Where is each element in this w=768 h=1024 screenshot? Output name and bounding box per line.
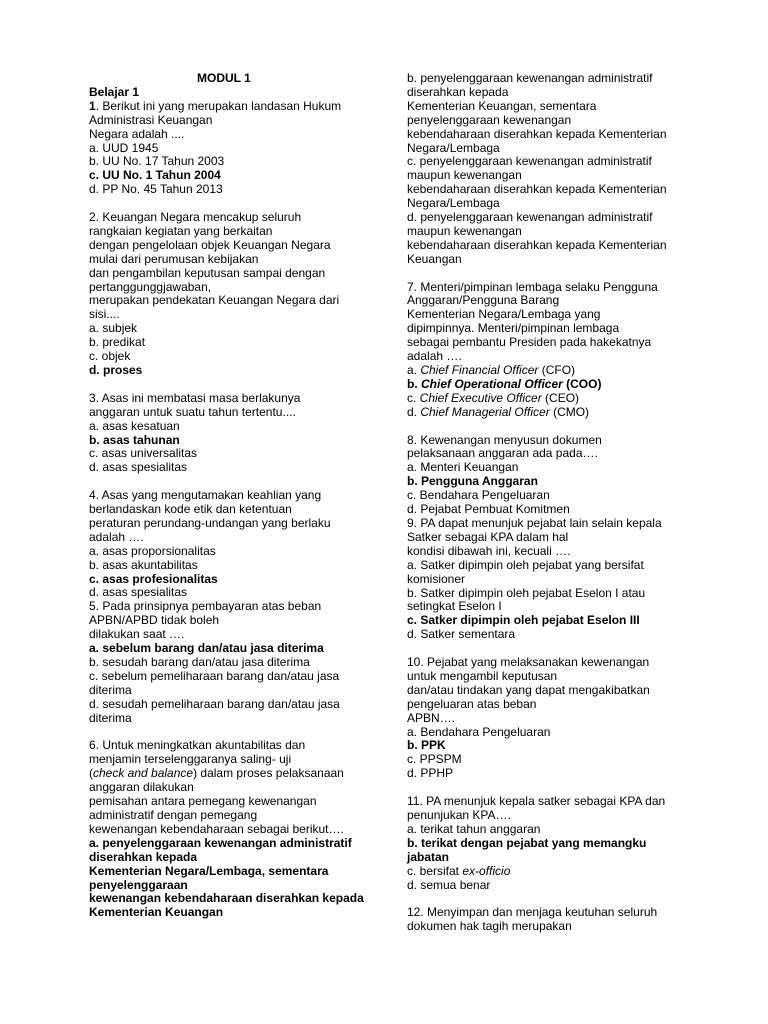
question-6-answer: a. penyelenggaraan kewenangan administratif: [89, 835, 352, 850]
question-8-line: pelaksanaan anggaran ada pada….: [407, 446, 598, 461]
question-4-option-a: a. asas proporsionalitas: [89, 543, 216, 558]
question-1-number: 1: [89, 98, 96, 113]
option-term: Chief Financial Officer: [420, 363, 539, 378]
question-4-option-b: b. asas akuntabilitas: [89, 557, 198, 572]
question-6-line: kewenangan kebendaharaan sebagai berikut….: [89, 821, 344, 836]
question-9-line: Satker sebagai KPA dalam hal: [407, 529, 569, 544]
question-3-answer: b. asas tahunan: [89, 432, 180, 447]
question-5-option-c: c. sebelum pemeliharaan barang dan/atau jasa: [89, 668, 340, 683]
left-column: [89, 72, 389, 920]
question-2-line: dengan pengelolaan objek Keuangan Negara: [89, 237, 331, 252]
option-suffix: (CMO): [549, 404, 590, 419]
question-10-line: pengeluaran atas beban: [407, 696, 537, 711]
question-10-option-d: d. PPHP: [407, 766, 454, 781]
question-11-option-c: [407, 865, 692, 879]
question-6-line: menjamin terselenggaranya saling- uji: [89, 752, 292, 767]
question-6-line: administratif dengan pemegang: [89, 807, 258, 822]
option-term: Chief Operational Officer: [421, 376, 563, 391]
question-9-option-b: b. Satker dipimpin oleh pejabat Eselon I atau: [407, 585, 646, 600]
question-6-option-d: Keuangan: [407, 251, 462, 266]
question-6-option-b: b. penyelenggaraan kewenangan administratif: [407, 71, 653, 85]
question-5-answer: a. sebelum barang dan/atau jasa diterima: [89, 641, 324, 656]
question-6-answer: Kementerian Keuangan: [89, 905, 224, 920]
question-12-line: 12. Menyimpan dan menjaga keutuhan seluruh: [407, 905, 658, 920]
question-2-line: merupakan pendekatan Keuangan Negara dari: [89, 293, 340, 308]
question-9-option-a: a. Satker dipimpin oleh pejabat yang bersifat: [407, 557, 644, 572]
question-3-option-a: a. asas kesatuan: [89, 418, 180, 433]
question-6-text: ) dalam proses pelaksanaan: [193, 766, 344, 781]
question-10-line: untuk mengambil keputusan: [407, 668, 558, 683]
question-1-option-d: d. PP No. 45 Tahun 2013: [89, 182, 223, 197]
question-6-answer: penyelenggaraan: [89, 877, 188, 892]
question-6-line: 6. Untuk meningkatkan akuntabilitas dan: [89, 738, 306, 753]
question-11-line: 11. PA menunjuk kepala satker sebagai KPA dan: [407, 794, 666, 809]
question-1-line: [89, 100, 389, 114]
question-7-line: Kementerian Negara/Lembaga yang: [407, 307, 601, 322]
question-7-line: Anggaran/Pengguna Barang: [407, 293, 560, 308]
right-column: [407, 72, 692, 934]
question-5-option-b: b. sesudah barang dan/atau jasa diterima: [89, 655, 310, 670]
question-7-line: 7. Menteri/pimpinan lembaga selaku Pengguna: [407, 279, 658, 294]
question-4-answer: c. asas profesionalitas: [89, 571, 218, 586]
question-9-option-b-cont: setingkat Eselon I: [407, 599, 502, 614]
question-11-answer: b. terikat dengan pejabat yang memangku: [407, 835, 647, 850]
question-1-option-b: b. UU No. 17 Tahun 2003: [89, 154, 225, 169]
option-prefix: d.: [407, 404, 421, 419]
question-1-text: . Berikut ini yang merupakan landasan Hukum: [95, 98, 342, 113]
question-7-option-a: [407, 364, 692, 378]
question-11-option-d: d. semua benar: [407, 877, 491, 892]
question-5-option-d: d. sesudah pemeliharaan barang dan/atau jasa: [89, 696, 340, 711]
option-term: Chief Managerial Officer: [420, 404, 550, 419]
question-6-option-d: kebendaharaan diserahkan kepada Kementerian: [407, 237, 667, 252]
question-10-line: APBN….: [407, 710, 456, 725]
page-title: MODUL 1: [197, 71, 251, 85]
question-2-answer: d. proses: [89, 363, 143, 378]
question-1-answer: c. UU No. 1 Tahun 2004: [89, 168, 221, 183]
question-6-option-b: Kementerian Keuangan, sementara: [407, 98, 597, 113]
question-2-line: pertanggunggjawaban,: [89, 279, 212, 294]
question-2-line: 2. Keuangan Negara mencakup seluruh: [89, 210, 302, 225]
question-11-answer-cont: jabatan: [407, 849, 450, 864]
question-8-answer: b. Pengguna Anggaran: [407, 474, 538, 489]
question-6-line: anggaran dilakukan: [89, 780, 194, 795]
question-6-answer: diserahkan kepada: [89, 849, 198, 864]
option-suffix: (CEO): [541, 390, 580, 405]
question-8-option-d: d. Pejabat Pembuat Komitmen: [407, 502, 570, 517]
question-10-option-c: c. PPSPM: [407, 752, 462, 767]
question-7-option-d: [407, 406, 692, 420]
question-4-line: peraturan perundang-undangan yang berlaku: [89, 515, 331, 530]
question-6-line: [89, 767, 389, 781]
question-9-option-d: d. Satker sementara: [407, 627, 516, 642]
question-8-option-a: a. Menteri Keuangan: [407, 460, 519, 475]
question-2-line: sisi....: [89, 307, 120, 322]
question-9-answer: c. Satker dipimpin oleh pejabat Eselon III: [407, 613, 640, 628]
question-1-option-a: a. UUD 1945: [89, 140, 159, 155]
question-10-answer: b. PPK: [407, 738, 446, 753]
question-9-line: kondisi dibawah ini, kecuali ….: [407, 543, 571, 558]
question-6-option-c: Negara/Lembaga: [407, 196, 500, 211]
question-4-option-d: d. asas spesialitas: [89, 585, 188, 600]
question-8-line: 8. Kewenangan menyusun dokumen: [407, 432, 602, 447]
question-10-line: 10. Pejabat yang melaksanakan kewenangan: [407, 655, 650, 670]
paren-open: (: [89, 766, 93, 781]
question-6-option-b: diserahkan kepada: [407, 84, 509, 99]
question-7-line: dipimpinnya. Menteri/pimpinan lembaga: [407, 321, 620, 336]
question-6-option-c: kebendaharaan diserahkan kepada Kementerian: [407, 182, 667, 197]
question-1-line: Negara adalah ....: [89, 126, 185, 141]
question-4-line: berlandaskan kode etik dan ketentuan: [89, 502, 292, 517]
question-6-option-d: d. penyelenggaraan kewenangan administratif: [407, 210, 653, 225]
question-5-line: APBN/APBD tidak boleh: [89, 613, 220, 628]
question-6-term: check and balance: [93, 766, 194, 781]
question-6-option-b: Negara/Lembaga: [407, 140, 500, 155]
question-7-line: sebagai pembantu Presiden pada hakekatnya: [407, 335, 652, 350]
question-5-line: 5. Pada prinsipnya pembayaran atas beban: [89, 599, 322, 614]
question-7-line: adalah ….: [407, 349, 462, 364]
question-3-option-c: c. asas universalitas: [89, 446, 198, 461]
question-6-line: pemisahan antara pemegang kewenangan: [89, 794, 317, 809]
question-2-option-a: a. subjek: [89, 321, 138, 336]
question-5-line: dilakukan saat ….: [89, 627, 185, 642]
question-1-line: Administrasi Keuangan: [89, 112, 213, 127]
question-6-option-c: maupun kewenangan: [407, 168, 522, 183]
option-term: Chief Executive Officer: [419, 390, 542, 405]
question-6-option-c: c. penyelenggaraan kewenangan administratif: [407, 154, 652, 169]
question-3-line: anggaran untuk suatu tahun tertentu....: [89, 404, 296, 419]
question-9-option-a-cont: komisioner: [407, 571, 466, 586]
option-suffix: (CFO): [538, 363, 576, 378]
option-prefix: c.: [407, 390, 420, 405]
question-6-option-b: kebendaharaan diserahkan kepada Kementerian: [407, 126, 667, 141]
question-5-option-d-cont: diterima: [89, 710, 132, 725]
option-term: ex-officio: [462, 863, 511, 878]
question-6-option-b: penyelenggaraan kewenangan: [407, 112, 572, 127]
question-7-answer: [407, 378, 692, 392]
option-prefix: a.: [407, 363, 421, 378]
question-12-line: dokumen hak tagih merupakan: [407, 919, 572, 934]
option-prefix: c. bersifat: [407, 863, 463, 878]
question-2-line: rangkaian kegiatan yang berkaitan: [89, 223, 273, 238]
section-subtitle: Belajar 1: [89, 84, 140, 99]
question-2-line: mulai dari perumusan kebijakan: [89, 251, 259, 266]
question-6-answer: kewenangan kebendaharaan diserahkan kepada: [89, 891, 364, 906]
question-3-line: 3. Asas ini membatasi masa berlakunya: [89, 390, 301, 405]
question-8-option-c: c. Bendahara Pengeluaran: [407, 488, 550, 503]
question-10-option-a: a. Bendahara Pengeluaran: [407, 724, 551, 739]
option-suffix: (COO): [562, 376, 602, 391]
question-11-option-a: a. terikat tahun anggaran: [407, 821, 541, 836]
question-10-line: dan/atau tindakan yang dapat mengakibatkan: [407, 682, 650, 697]
question-11-line: penunjukan KPA….: [407, 807, 511, 822]
question-3-option-d: d. asas spesialitas: [89, 460, 188, 475]
option-prefix: b.: [407, 376, 421, 391]
question-4-line: 4. Asas yang mengutamakan keahlian yang: [89, 488, 322, 503]
question-2-line: dan pengambilan keputusan sampai dengan: [89, 265, 326, 280]
question-7-option-c: [407, 392, 692, 406]
question-6-option-d: maupun kewenangan: [407, 223, 522, 238]
question-2-option-c: c. objek: [89, 349, 131, 364]
question-6-answer: Kementerian Negara/Lembaga, sementara: [89, 863, 329, 878]
question-5-option-c-cont: diterima: [89, 682, 132, 697]
question-9-line: 9. PA dapat menunjuk pejabat lain selain kepala: [407, 515, 662, 530]
question-2-option-b: b. predikat: [89, 335, 146, 350]
question-4-line: adalah ….: [89, 529, 144, 544]
